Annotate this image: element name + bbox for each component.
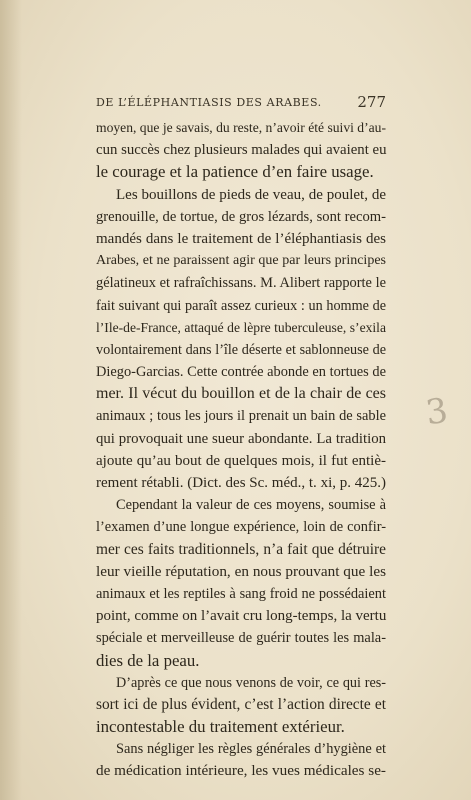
text-line: cun succès chez plusieurs malades qui avaient eu xyxy=(96,142,387,159)
text-line: rement rétabli. (Dict. des Sc. méd., t. xi, p. 425.) xyxy=(96,475,386,491)
page-gutter-shadow xyxy=(0,0,22,800)
text-line: point, comme on l’avait cru long-temps, la vertu xyxy=(96,608,387,625)
text-line: leur vieille réputation, en nous prouvant que les xyxy=(96,562,386,580)
page-number: 277 xyxy=(357,93,386,111)
text-line: mandés dans le traitement de l’éléphantiasis des xyxy=(96,230,386,247)
page-header xyxy=(96,93,386,113)
text-line: de médication intérieure, les vues médicales se- xyxy=(96,762,386,780)
text-line: sort ici de plus évident, c’est l’action directe et xyxy=(96,695,386,713)
running-title: DE L’ÉLÉPHANTIASIS DES ARABES. xyxy=(96,96,322,109)
text-line: l’Ile-de-France, attaqué de lèpre tuberculeuse, s’exila xyxy=(96,319,386,335)
text-line: gélatineux et rafraîchissans. M. Alibert rapporte le xyxy=(96,275,386,292)
text-line: le courage et la patience d’en faire usage. xyxy=(96,162,374,182)
text-line: Diego-Garcias. Cette contrée abonde en tortues de xyxy=(96,364,386,381)
text-line: volontairement dans l’île déserte et sablonneuse de xyxy=(96,341,386,358)
text-line: dies de la peau. xyxy=(96,650,200,670)
text-line: ajoute qu’au bout de quelques mois, il fut entiè- xyxy=(96,452,386,469)
text-line: animaux ; tous les jours il prenait un bain de sable xyxy=(96,408,386,425)
text-line: Sans négliger les règles générales d’hygiène et xyxy=(116,741,386,758)
pencil-annotation: 3 xyxy=(423,390,451,434)
text-line: qui provoquait une sueur abondante. La tradition xyxy=(96,430,386,447)
text-line: grenouille, de tortue, de gros lézards, sont recom- xyxy=(96,208,386,225)
text-line: D’après ce que nous venons de voir, ce qui res- xyxy=(116,674,386,691)
text-line: incontestable du traitement extérieur. xyxy=(96,717,345,737)
body-text xyxy=(96,117,386,783)
text-line: animaux et les reptiles à sang froid ne possédaient xyxy=(96,585,386,602)
text-line: Cependant la valeur de ces moyens, soumise à xyxy=(116,497,386,514)
text-line: mer. Il vécut du bouillon et de la chair de ces xyxy=(96,385,386,403)
text-line: l’examen d’une longue expérience, loin de confir- xyxy=(96,519,386,536)
text-line: fait suivant qui paraît assez curieux : un homme de xyxy=(96,297,386,314)
text-line: Les bouillons de pieds de veau, de poulet, de xyxy=(116,186,386,203)
text-line: Arabes, et ne paraissent agir que par leurs principes xyxy=(96,253,386,269)
text-line: moyen, que je savais, du reste, n’avoir été suivi d’au- xyxy=(96,120,386,135)
text-line: spéciale et merveilleuse de guérir toutes les mala- xyxy=(96,630,386,647)
text-line: mer ces faits traditionnels, n’a fait que détruire xyxy=(96,540,386,558)
